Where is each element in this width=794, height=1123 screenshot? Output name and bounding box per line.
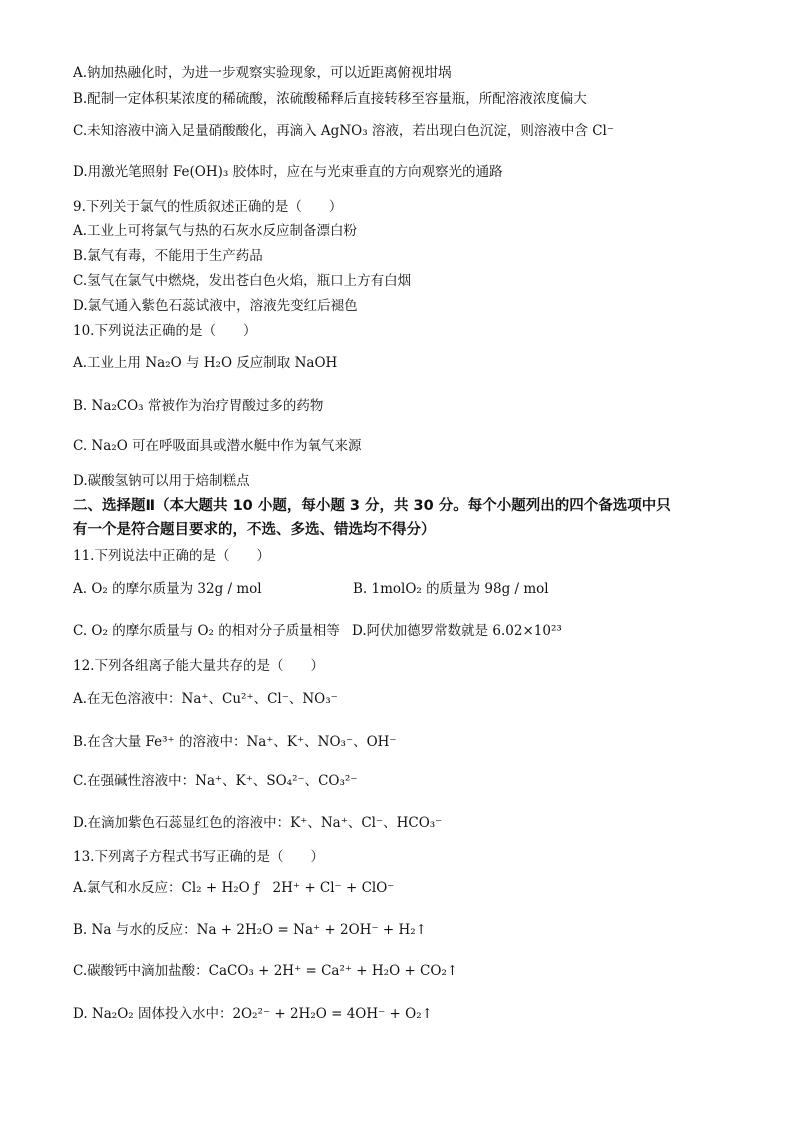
q10-option-c: C. Na₂O 可在呼吸面具或潜水艇中作为氧气来源: [73, 438, 362, 454]
q11-option-a: A. O₂ 的摩尔质量为 32g / mol: [73, 581, 262, 597]
q9-option-c: C.氢气在氯气中燃烧，发出苍白色火焰，瓶口上方有白烟: [73, 273, 412, 289]
q12-stem: 12.下列各组离子能大量共存的是（ ）: [73, 658, 324, 674]
q9-option-b: B.氯气有毒，不能用于生产药品: [73, 248, 263, 264]
q13-option-d: D. Na₂O₂ 固体投入水中：2O₂²⁻ + 2H₂O = 4OH⁻ + O₂↑: [73, 1006, 433, 1022]
q11-option-c: C. O₂ 的摩尔质量与 O₂ 的相对分子质量相等: [73, 623, 340, 639]
q12-option-a: A.在无色溶液中：Na⁺、Cu²⁺、Cl⁻、NO₃⁻: [73, 691, 338, 707]
q12-option-c: C.在强碱性溶液中：Na⁺、K⁺、SO₄²⁻、CO₃²⁻: [73, 773, 358, 789]
q10-option-a: A.工业上用 Na₂O 与 H₂O 反应制取 NaOH: [73, 355, 338, 371]
section-2-heading-line2: 有一个是符合题目要求的，不选、多选、错选均不得分）: [73, 522, 436, 538]
q13-option-c: C.碳酸钙中滴加盐酸：CaCO₃ + 2H⁺ = Ca²⁺ + H₂O + CO₂↑: [73, 963, 459, 979]
q9-option-d: D.氯气通入紫色石蕊试液中，溶液先变红后褪色: [73, 298, 358, 314]
q13-option-a: A.氯气和水反应：Cl₂ + H₂O ƒ 2H⁺ + Cl⁻ + ClO⁻: [73, 880, 395, 896]
q11-option-b: B. 1molO₂ 的质量为 98g / mol: [353, 581, 549, 597]
q10-option-b: B. Na₂CO₃ 常被作为治疗胃酸过多的药物: [73, 398, 324, 414]
q10-stem: 10.下列说法正确的是（ ）: [73, 323, 257, 339]
q8-option-a: A.钠加热融化时，为进一步观察实验现象，可以近距离俯视坩埚: [73, 65, 452, 81]
q13-option-b: B. Na 与水的反应：Na + 2H₂O = Na⁺ + 2OH⁻ + H₂↑: [73, 922, 427, 938]
q11-stem: 11.下列说法中正确的是（ ）: [73, 548, 270, 564]
q12-option-b: B.在含大量 Fe³⁺ 的溶液中：Na⁺、K⁺、NO₃⁻、OH⁻: [73, 734, 397, 750]
q10-option-d: D.碳酸氢钠可以用于焙制糕点: [73, 473, 250, 489]
q8-option-d: D.用激光笔照射 Fe(OH)₃ 胶体时，应在与光束垂直的方向观察光的通路: [73, 164, 503, 180]
q11-option-d: D.阿伏加德罗常数就是 6.02×10²³: [352, 623, 562, 639]
q9-stem: 9.下列关于氯气的性质叙述正确的是（ ）: [73, 199, 343, 215]
q13-stem: 13.下列离子方程式书写正确的是（ ）: [73, 849, 324, 865]
section-2-heading-line1: 二、选择题Ⅱ（本大题共 10 小题，每小题 3 分，共 30 分。每个小题列出的四个备选项中只: [73, 498, 671, 514]
q8-option-c: C.未知溶液中滴入足量硝酸酸化，再滴入 AgNO₃ 溶液，若出现白色沉淀，则溶液中含 Cl⁻: [73, 123, 614, 139]
q12-option-d: D.在滴加紫色石蕊显红色的溶液中：K⁺、Na⁺、Cl⁻、HCO₃⁻: [73, 815, 443, 831]
q8-option-b: B.配制一定体积某浓度的稀硫酸，浓硫酸稀释后直接转移至容量瓶，所配溶液浓度偏大: [73, 91, 587, 107]
q9-option-a: A.工业上可将氯气与热的石灰水反应制备漂白粉: [73, 223, 358, 239]
